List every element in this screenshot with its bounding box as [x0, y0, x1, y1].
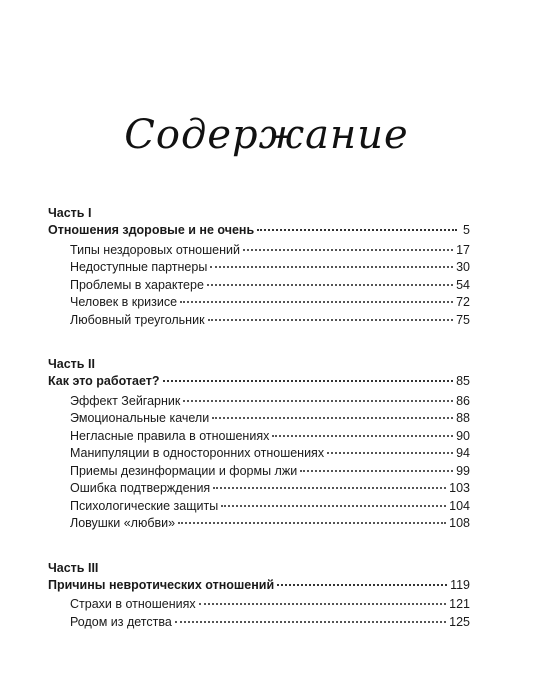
section-entry[interactable] — [48, 259, 470, 277]
chapter-title: Как это работает? — [48, 374, 160, 388]
part-label: Часть III — [48, 560, 99, 575]
dot-leader — [207, 283, 453, 286]
section-entry[interactable] — [48, 445, 470, 463]
page-number: 108 — [449, 516, 470, 530]
section-title: Родом из детства — [70, 614, 172, 629]
dot-leader — [208, 318, 454, 321]
dot-leader — [210, 265, 453, 268]
page-number: 104 — [449, 498, 470, 513]
section-entry[interactable] — [48, 463, 470, 481]
chapter-title: Отношения здоровые и не очень — [48, 223, 255, 237]
table-of-contents — [48, 205, 470, 658]
section-entry[interactable] — [48, 410, 470, 428]
section-entry[interactable] — [48, 242, 470, 260]
chapter-entry[interactable] — [48, 373, 470, 391]
page-number: 5 — [463, 223, 470, 237]
section-title: Любовный треугольник — [70, 312, 205, 327]
dot-leader — [221, 504, 446, 507]
page-number: 72 — [456, 295, 470, 309]
dot-leader — [180, 300, 453, 303]
page-number: 54 — [456, 277, 470, 292]
section-entry[interactable] — [48, 294, 470, 312]
page-number: 90 — [456, 428, 470, 443]
page-number: 75 — [456, 312, 470, 327]
page-number: 125 — [449, 614, 470, 629]
dot-leader — [183, 399, 453, 402]
page-number: 103 — [449, 481, 470, 495]
page-number: 99 — [456, 463, 470, 478]
page-number: 121 — [449, 597, 470, 611]
page-number: 94 — [456, 446, 470, 460]
chapter-entry[interactable] — [48, 222, 470, 240]
section-entry[interactable] — [48, 498, 470, 516]
page-number: 86 — [456, 393, 470, 408]
section-title: Ошибка подтверждения — [70, 481, 211, 495]
page-title: Содержание — [124, 112, 409, 158]
section-entry[interactable] — [48, 277, 470, 295]
dot-leader — [243, 248, 453, 251]
dot-leader — [212, 416, 453, 419]
dot-leader — [300, 469, 453, 472]
section-title: Эффект Зейгарник — [70, 393, 181, 408]
dot-leader — [163, 379, 454, 382]
dot-leader — [213, 486, 446, 489]
section-title: Приемы дезинформации и формы лжи — [70, 463, 298, 478]
part-2 — [48, 356, 470, 533]
dot-leader — [178, 521, 446, 524]
dot-leader — [199, 602, 447, 605]
section-entry[interactable] — [48, 614, 470, 632]
part-1 — [48, 205, 470, 329]
dot-leader — [277, 583, 447, 586]
section-title: Манипуляции в односторонних отношениях — [70, 446, 325, 460]
section-entry[interactable] — [48, 480, 470, 498]
section-entry[interactable] — [48, 515, 470, 533]
dot-leader — [327, 451, 453, 454]
part-label: Часть II — [48, 357, 95, 371]
section-entry[interactable] — [48, 312, 470, 330]
page-number: 30 — [456, 260, 470, 274]
section-title: Ловушки «любви» — [70, 516, 176, 530]
section-entry[interactable] — [48, 428, 470, 446]
dot-leader — [272, 434, 453, 437]
part-3 — [48, 560, 470, 632]
section-title: Недоступные партнеры — [70, 260, 208, 274]
section-title: Страхи в отношениях — [70, 597, 196, 611]
dot-leader — [175, 620, 446, 623]
page-number: 119 — [450, 577, 470, 592]
section-title: Проблемы в характере — [70, 277, 204, 292]
section-title: Негласные правила в отношениях — [70, 428, 270, 443]
section-entry[interactable] — [48, 393, 470, 411]
part-label: Часть I — [48, 206, 92, 220]
page-number: 17 — [456, 242, 470, 257]
section-title: Типы нездоровых отношений — [70, 242, 240, 257]
chapter-title: Причины невротических отношений — [48, 577, 275, 592]
dot-leader — [257, 228, 457, 231]
page-number: 85 — [456, 374, 470, 388]
section-entry[interactable] — [48, 596, 470, 614]
chapter-entry[interactable] — [48, 577, 470, 595]
section-title: Психологические защиты — [70, 498, 219, 513]
section-title: Человек в кризисе — [70, 295, 178, 309]
section-title: Эмоциональные качели — [70, 411, 210, 425]
page-number: 88 — [456, 411, 470, 425]
